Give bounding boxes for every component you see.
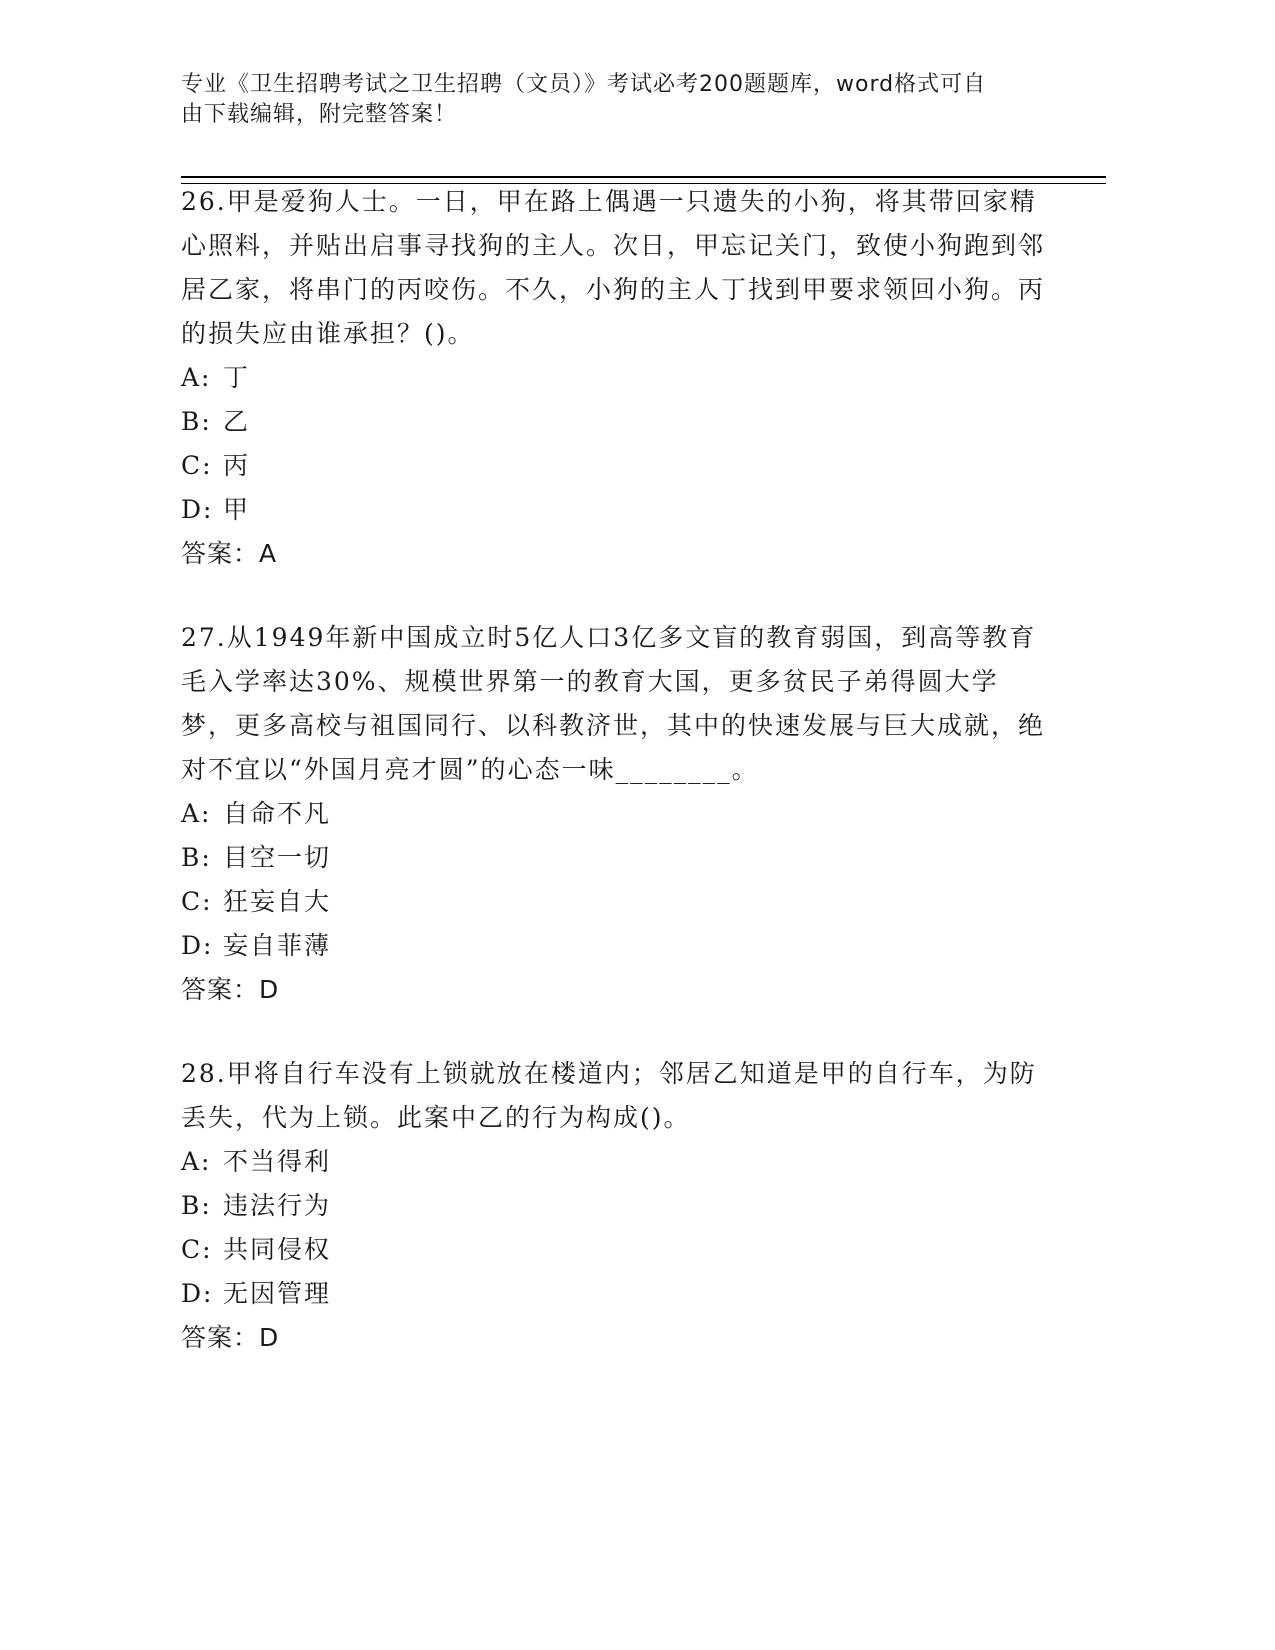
option-c: C: 丙 [181, 451, 251, 480]
option-b: B: 目空一切 [181, 843, 332, 872]
option-a: A: 自命不凡 [181, 799, 332, 828]
header-line-2: 由下载编辑，附完整答案！ [181, 102, 458, 127]
question-28 [181, 1052, 1051, 1360]
option-c: C: 共同侵权 [181, 1235, 332, 1264]
option-b: B: 乙 [181, 407, 251, 436]
option-a: A: 丁 [181, 363, 251, 392]
answer-line: 答案：A [181, 539, 278, 568]
option-a: A: 不当得利 [181, 1147, 332, 1176]
option-b: B: 违法行为 [181, 1191, 332, 1220]
header-rule-thick [181, 176, 1106, 178]
option-d: D: 妄自菲薄 [181, 931, 332, 960]
option-c: C: 狂妄自大 [181, 887, 332, 916]
document-header [181, 70, 1041, 130]
answer-line: 答案：D [181, 1323, 280, 1352]
question-stem: 27.从1949年新中国成立时5亿人口3亿多文盲的教育弱国，到高等教育毛入学率达30%、规模世界第一的教育大国，更多贫民子弟得圆大学梦，更多高校与祖国同行、以科教济世，其中的快速发展与巨大成就，绝对不宜以“外国月亮才圆”的心态一味________。 [181, 623, 1046, 784]
answer-line: 答案：D [181, 975, 280, 1004]
option-d: D: 无因管理 [181, 1279, 332, 1308]
header-line-1: 专业《卫生招聘考试之卫生招聘（文员）》考试必考200题题库，word格式可自 [181, 72, 987, 97]
question-stem: 26.甲是爱狗人士。一日，甲在路上偶遇一只遗失的小狗，将其带回家精心照料，并贴出启事寻找狗的主人。次日，甲忘记关门，致使小狗跑到邻居乙家，将串门的丙咬伤。不久，小狗的主人丁找到甲要求领回小狗。丙的损失应由谁承担？()。 [181, 187, 1046, 348]
question-26 [181, 180, 1051, 576]
option-d: D: 甲 [181, 495, 251, 524]
question-stem: 28.甲将自行车没有上锁就放在楼道内；邻居乙知道是甲的自行车，为防丢失，代为上锁。此案中乙的行为构成()。 [181, 1059, 1037, 1132]
question-27 [181, 616, 1051, 1012]
